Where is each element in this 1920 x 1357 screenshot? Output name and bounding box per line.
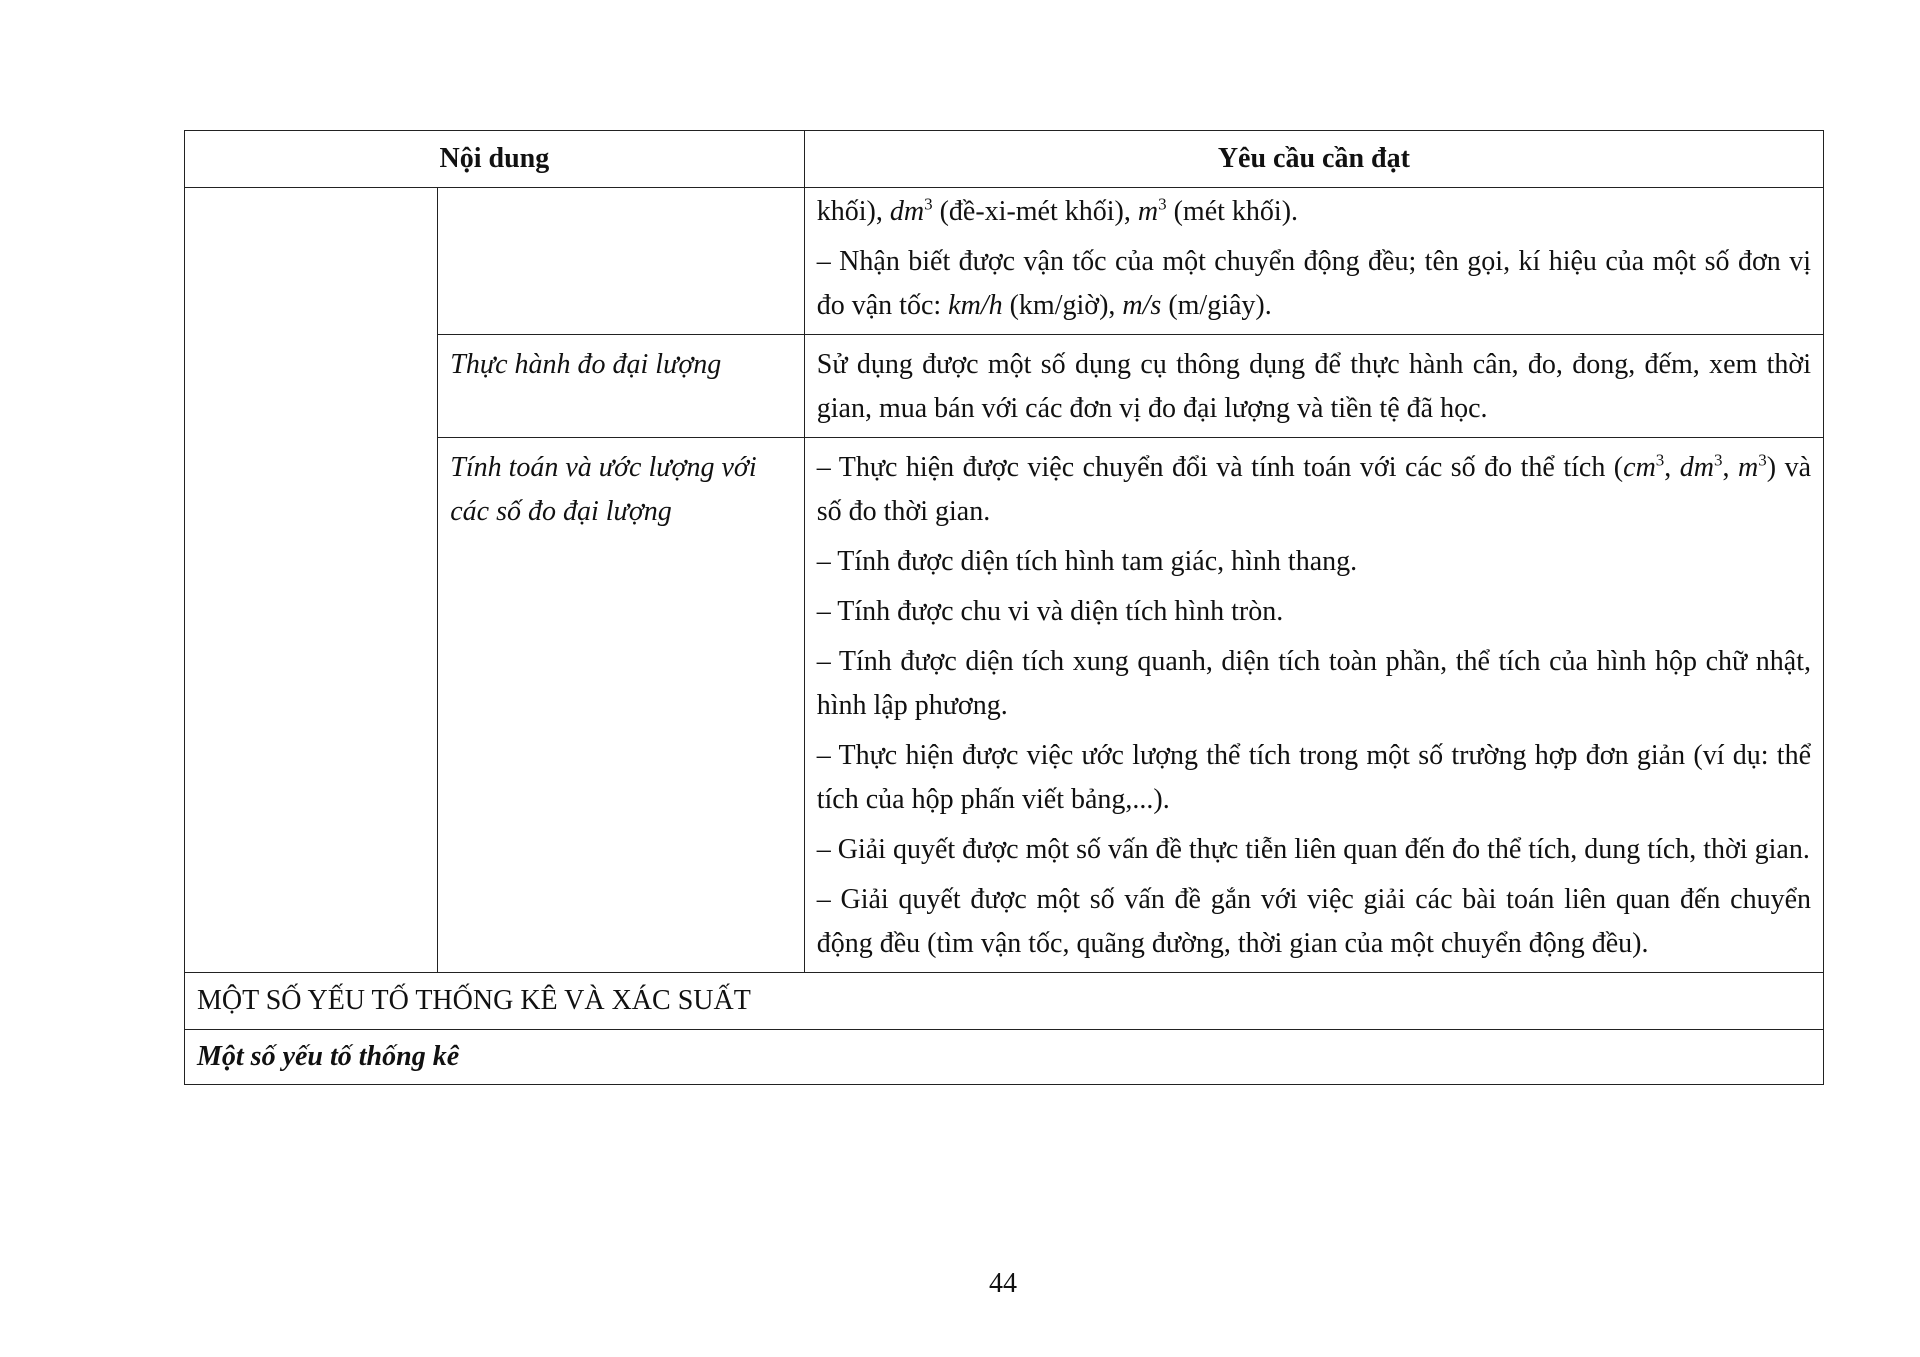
table-header-row <box>185 131 1824 188</box>
requirement-item: khối), $dm^3$ (đề-xi-mét khối), $m^3$ (mét khối). <box>816 194 1299 227</box>
requirements-cell <box>804 335 1823 438</box>
topic-cell: Tính toán và ước lượng với các số đo đại lượng <box>438 438 805 973</box>
section-heading: MỘT SỐ YẾU TỐ THỐNG KÊ VÀ XÁC SUẤT <box>185 973 1824 1030</box>
requirements-cell <box>804 188 1823 335</box>
section-heading-row <box>185 973 1824 1030</box>
topic-cell: Thực hành đo đại lượng <box>438 335 805 438</box>
table-row <box>185 188 1824 335</box>
requirement-item: – Giải quyết được một số vấn đề thực tiễn liên quan đến đo thể tích, dung tích, thời gian. <box>816 834 1810 865</box>
topic-cell <box>438 188 805 335</box>
requirement-item: – Tính được diện tích xung quanh, diện tích toàn phần, thể tích của hình hộp chữ nhật, hình lập phương. <box>816 646 1811 721</box>
subsection-heading: Một số yếu tố thống kê <box>185 1030 1824 1085</box>
header-content: Nội dung <box>185 131 805 188</box>
requirement-item: – Tính được chu vi và diện tích hình tròn. <box>816 596 1284 627</box>
requirement-item: – Thực hiện được việc ước lượng thể tích trong một số trường hợp đơn giản (ví dụ: thể tích của hộp phấn viết bảng,...). <box>816 740 1811 815</box>
requirement-item: – Nhận biết được vận tốc của một chuyển động đều; tên gọi, kí hiệu của một số đơn vị đo vận tốc: km/h (km/giờ), m/s (m/giây). <box>816 246 1811 321</box>
requirement-item: – Giải quyết được một số vấn đề gắn với việc giải các bài toán liên quan đến chuyển động đều (tìm vận tốc, quãng đường, thời gian của một chuyển động đều). <box>816 884 1811 959</box>
requirement-item: – Tính được diện tích hình tam giác, hình thang. <box>816 546 1358 577</box>
header-requirements: Yêu cầu cần đạt <box>804 131 1823 188</box>
requirements-cell <box>804 438 1823 973</box>
page-number: 44 <box>989 1268 1017 1299</box>
subsection-heading-row <box>185 1030 1824 1085</box>
group-cell <box>185 188 438 973</box>
requirement-item: – Thực hiện được việc chuyển đổi và tính toán với các số đo thể tích ($cm^3$, $dm^3$, $m^3$) và số đo thời gian. <box>816 450 1812 527</box>
curriculum-table <box>184 130 1824 1085</box>
requirement-item: Sử dụng được một số dụng cụ thông dụng để thực hành cân, đo, đong, đếm, xem thời gian, mua bán với các đơn vị đo đại lượng và tiền tệ đã học. <box>816 349 1811 424</box>
